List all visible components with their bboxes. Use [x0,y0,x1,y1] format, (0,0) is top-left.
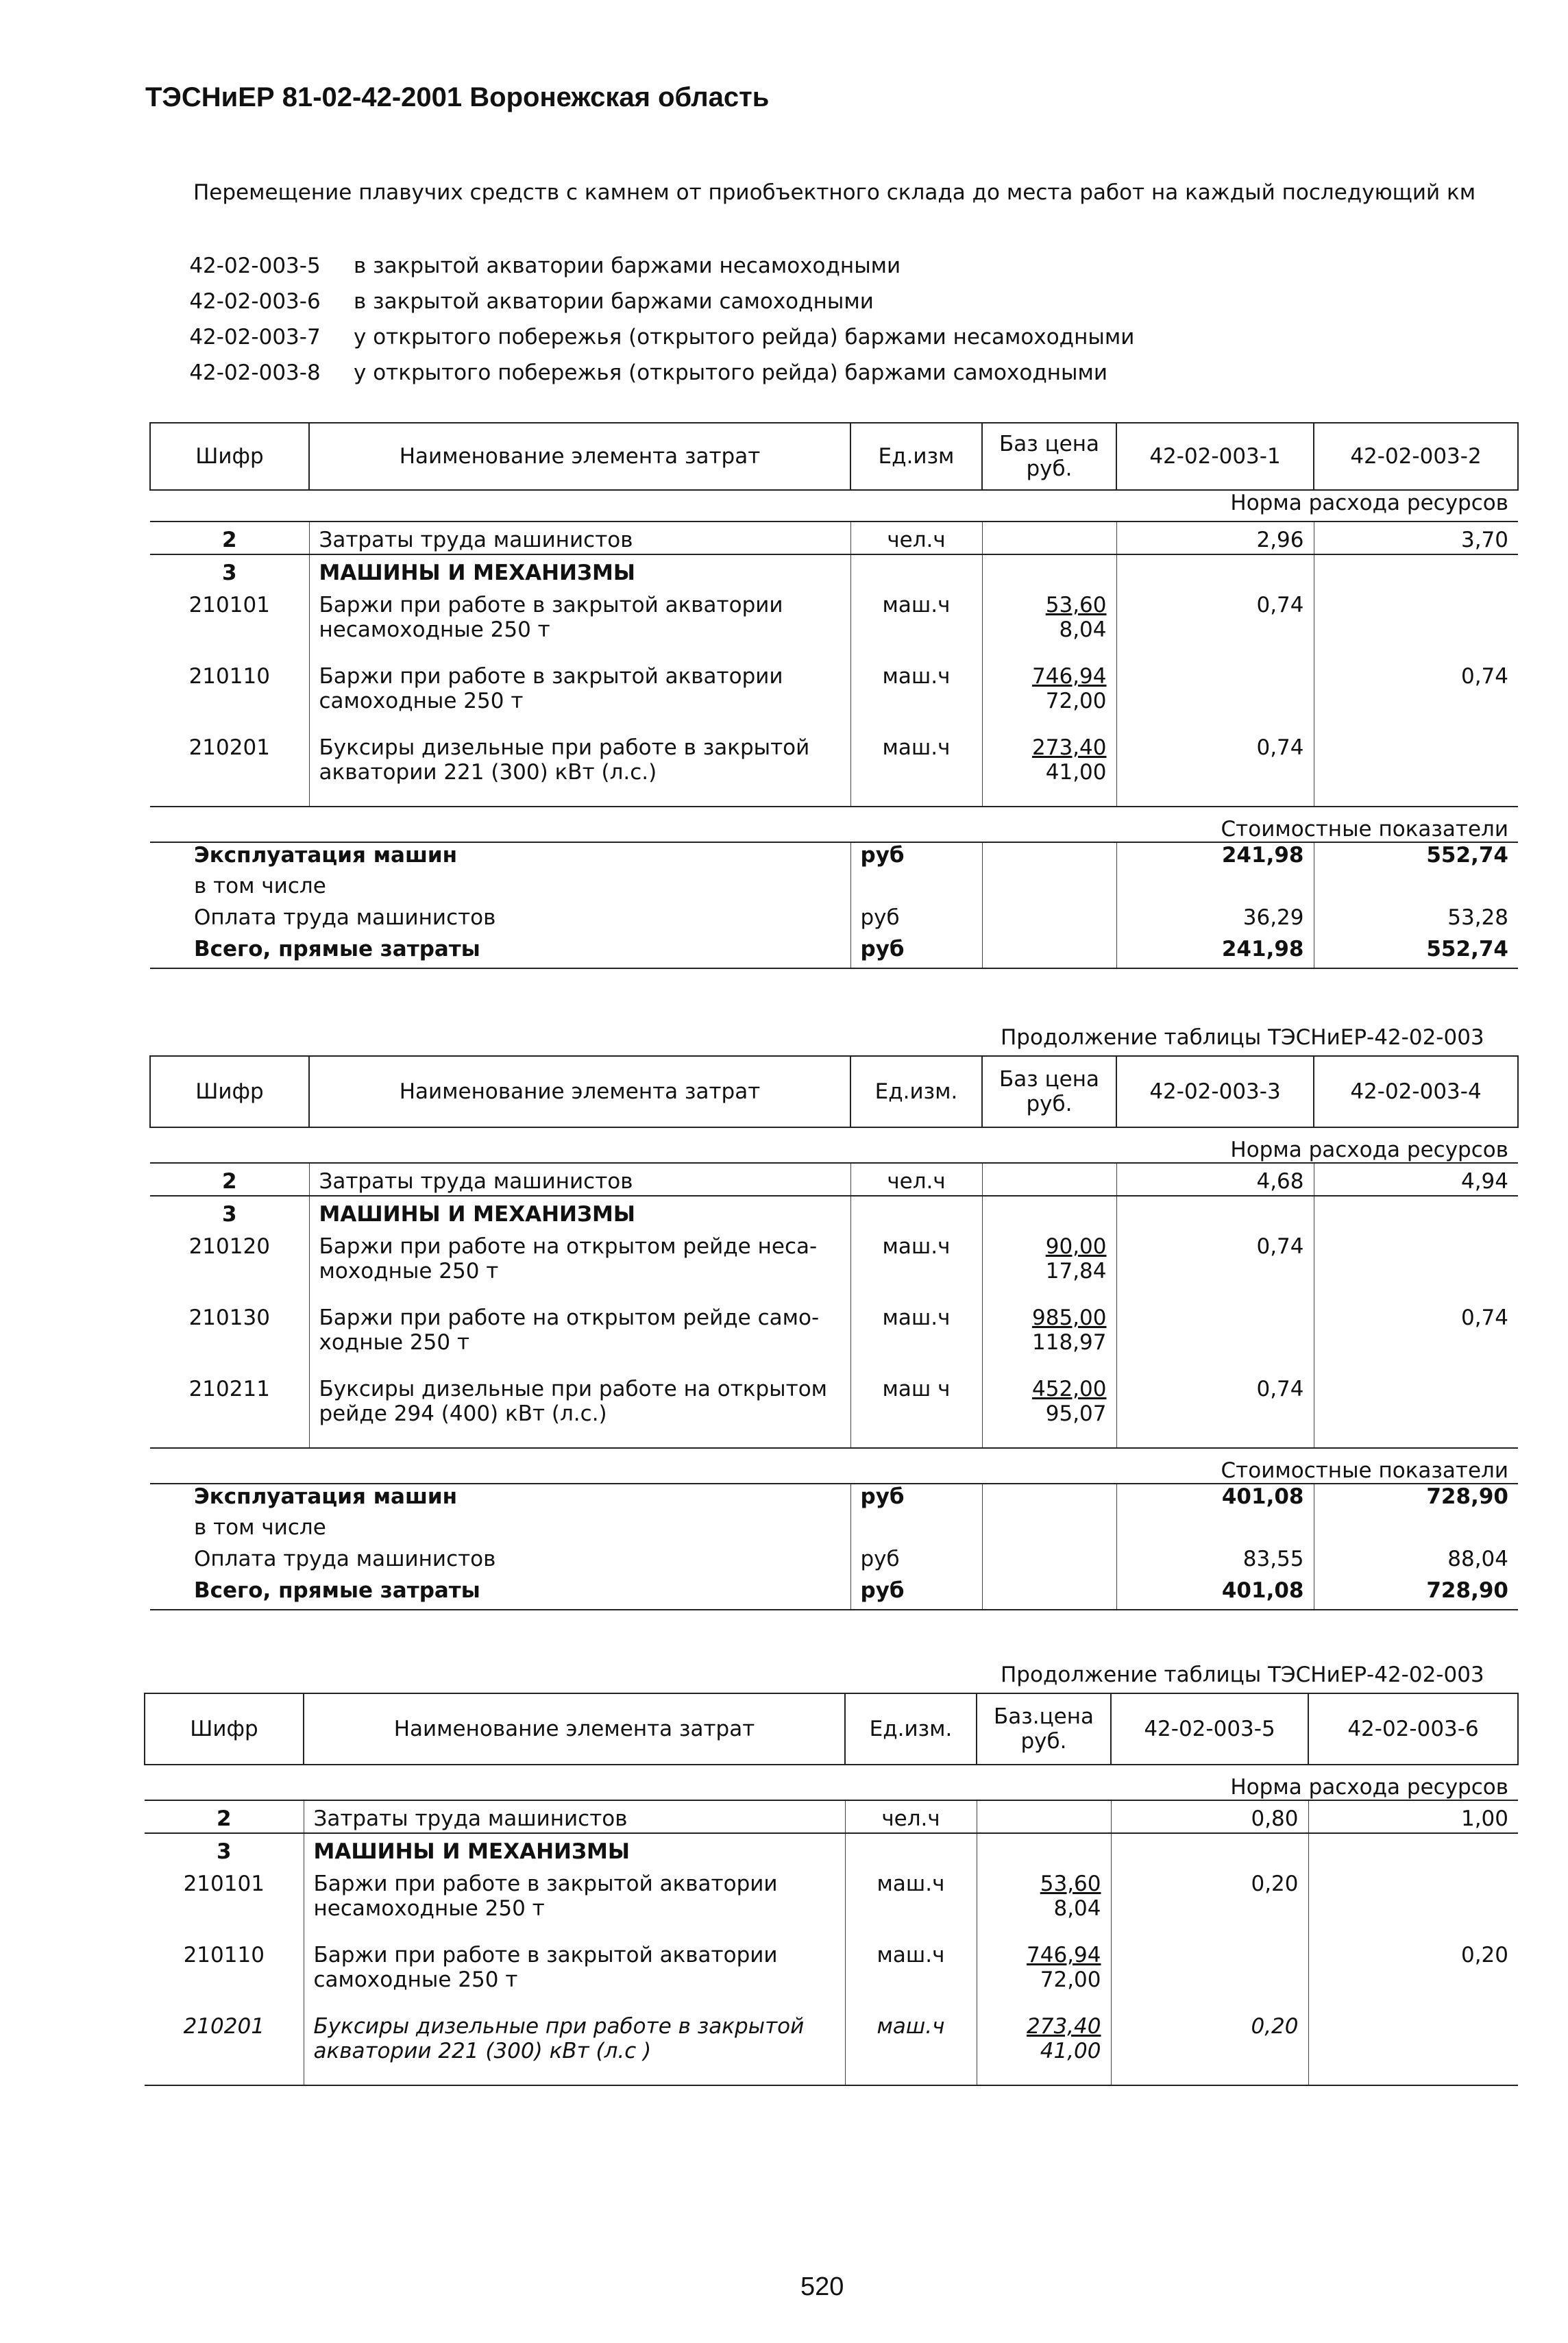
header-unit: Ед.изм. [850,1056,982,1127]
row-price [977,1943,1111,2014]
row-value-1: 0,80 [1111,1800,1308,1833]
table-header-row [150,423,1518,490]
expl-value-1: 401,08 [1116,1484,1314,1515]
price-value: 53,60 [1040,1872,1101,1896]
row-unit: чел.ч [845,1800,977,1833]
header-col2: 42-02-003-6 [1308,1693,1518,1765]
price-wage: 118,97 [1032,1330,1107,1355]
header-shifr: Шифр [150,423,309,490]
header-name: Наименование элемента затрат [309,1056,850,1127]
pay-value-2: 88,04 [1314,1547,1518,1578]
norms-table-2 [149,1055,1519,1610]
table-header-row [145,1693,1518,1765]
norms-table-3 [144,1693,1519,2086]
table-row [150,1377,1518,1448]
row-value-2 [1314,735,1518,807]
continuation-caption: Продолжение таблицы ТЭСНиЕР-42-02-003 [1001,1663,1484,1687]
row-unit: маш.ч [850,735,982,807]
code-description: у открытого побережья (открытого рейда) баржами несамоходными [354,325,1135,349]
code-description: у открытого побережья (открытого рейда) баржами самоходными [354,360,1108,385]
row-unit: маш ч [850,1377,982,1448]
price-wage: 17,84 [1045,1259,1107,1284]
row-code: 210101 [183,1872,265,1896]
pay-unit: руб [850,905,982,937]
total-unit: руб [850,937,982,968]
code-list-item [156,248,1134,284]
row-unit: маш.ч [850,1234,982,1305]
row-code: 210211 [188,1377,270,1401]
section-title: МАШИНЫ И МЕХАНИЗМЫ [309,1196,850,1234]
expl-row [150,1484,1518,1515]
row-name: Затраты труда машинистов [309,522,850,554]
row-code: 210130 [188,1305,270,1330]
machines-heading-row [150,554,1518,593]
cost-section-row [150,807,1518,842]
row-value-2: 3,70 [1314,522,1518,554]
incl-label: в том числе [194,874,326,898]
section-code: 3 [216,1839,232,1864]
row-name: Затраты труда машинистов [304,1800,845,1833]
row-unit: чел.ч [850,522,982,554]
price-wage: 72,00 [1040,1967,1101,1992]
header-shifr: Шифр [145,1693,304,1765]
price-wage: 8,04 [1053,1896,1101,1921]
section-title: МАШИНЫ И МЕХАНИЗМЫ [309,554,850,593]
row-unit: маш.ч [850,664,982,735]
row-value-1: 0,74 [1116,593,1314,664]
total-row [150,1578,1518,1610]
row-unit: маш.ч [845,1943,977,2014]
expl-label: Эксплуатация машин [194,843,458,868]
norm-section-row [145,1765,1518,1800]
row-price [977,1872,1111,1943]
row-name: Баржи при работе в закрытой акватории самоходные 250 т [304,1943,845,2014]
row-unit: маш.ч [845,2014,977,2085]
row-price [982,1234,1116,1305]
incl-label: в том числе [194,1515,326,1540]
row-value-1: 0,74 [1116,1234,1314,1305]
row-value-2: 0,74 [1314,1305,1518,1377]
price-value: 273,40 [1027,2014,1101,2039]
total-row [150,937,1518,968]
intro-text: Перемещение плавучих средств с камнем от приобъектного склада до места работ на каждый последующий км [193,180,1476,205]
header-col1: 42-02-003-5 [1111,1693,1308,1765]
row-price [977,2014,1111,2085]
norm-section-row [150,1127,1518,1163]
expl-value-2: 728,90 [1314,1484,1518,1515]
row-value-1 [1116,664,1314,735]
header-price: Баз цена руб. [982,423,1116,490]
row-value-2: 1,00 [1308,1800,1518,1833]
price-value: 273,40 [1032,735,1107,760]
row-value-2 [1314,593,1518,664]
row-price [982,522,1116,554]
price-value: 53,60 [1045,593,1107,617]
code-description: в закрытой акватории баржами самоходными [354,289,874,314]
header-shifr: Шифр [150,1056,309,1127]
table-row [150,735,1518,807]
table-row [150,1234,1518,1305]
table-row [145,1872,1518,1943]
row-code: 210110 [183,1943,265,1967]
pay-value-1: 36,29 [1116,905,1314,937]
row-code: 210201 [145,2014,304,2085]
row-value-1: 0,20 [1111,1872,1308,1943]
page-number: 520 [800,2272,844,2301]
row-price [982,593,1116,664]
row-name: Затраты труда машинистов [309,1163,850,1196]
row-name: Баржи при работе в закрытой акватории самоходные 250 т [309,664,850,735]
price-value: 746,94 [1027,1943,1101,1967]
price-value: 746,94 [1032,664,1107,689]
total-label: Всего, прямые затраты [150,937,850,968]
header-price: Баз цена руб. [982,1056,1116,1127]
header-unit: Ед.изм [850,423,982,490]
row-value-1: 0,74 [1116,735,1314,807]
header-name: Наименование элемента затрат [304,1693,845,1765]
price-value: 985,00 [1032,1305,1107,1330]
labor-row [150,522,1518,554]
section-title: МАШИНЫ И МЕХАНИЗМЫ [304,1833,845,1872]
header-col2: 42-02-003-4 [1314,1056,1518,1127]
row-price [977,1800,1111,1833]
expl-label: Эксплуатация машин [194,1484,458,1509]
row-code: 210101 [188,593,270,617]
machines-heading-row [145,1833,1518,1872]
row-value-1 [1111,1943,1308,2014]
total-label: Всего, прямые затраты [150,1578,850,1610]
row-price [982,1377,1116,1448]
pay-label: Оплата труда машинистов [194,1547,496,1571]
row-name: Буксиры дизельные при работе в закрытой акватории 221 (300) кВт (л.с.) [309,735,850,807]
row-value-1 [1116,1305,1314,1377]
incl-row [150,1515,1518,1547]
row-name: Буксиры дизельные при работе в закрытой акватории 221 (300) кВт (л.с ) [304,2014,845,2085]
code-list-item [156,284,1134,319]
expl-value-1: 241,98 [1116,842,1314,874]
row-value-1: 0,74 [1116,1377,1314,1448]
norm-label: Норма расхода ресурсов [150,490,1518,522]
header-col2: 42-02-003-2 [1314,423,1518,490]
table-header-row [150,1056,1518,1127]
row-code: 210110 [188,664,270,689]
header-col1: 42-02-003-3 [1116,1056,1314,1127]
row-name: Баржи при работе на открытом рейде неса-моходные 250 т [309,1234,850,1305]
expl-value-2: 552,74 [1314,842,1518,874]
pay-value-1: 83,55 [1116,1547,1314,1578]
row-name: Баржи при работе в закрытой акватории несамоходные 250 т [304,1872,845,1943]
expl-unit: руб [850,842,982,874]
total-value-2: 728,90 [1314,1578,1518,1610]
row-price [982,735,1116,807]
row-value-1: 2,96 [1116,522,1314,554]
price-wage: 41,00 [1045,760,1107,785]
price-wage: 95,07 [1045,1401,1107,1426]
code-description: в закрытой акватории баржами несамоходными [354,254,901,278]
expl-unit: руб [850,1484,982,1515]
table-row [150,1305,1518,1377]
code-list [156,248,1134,391]
row-value-2 [1308,1872,1518,1943]
header-price: Баз.цена руб. [977,1693,1111,1765]
machines-heading-row [150,1196,1518,1234]
row-value-1: 0,20 [1111,2014,1308,2085]
price-wage: 41,00 [1040,2039,1101,2063]
norm-label: Норма расхода ресурсов [145,1765,1518,1800]
table-row [150,664,1518,735]
row-value-2 [1314,1234,1518,1305]
row-name: Баржи при работе на открытом рейде само-ходные 250 т [309,1305,850,1377]
row-code: 2 [150,522,309,554]
row-code: 210201 [188,735,270,760]
continuation-caption: Продолжение таблицы ТЭСНиЕР-42-02-003 [1001,1025,1484,1050]
row-unit: маш.ч [850,593,982,664]
row-value-2: 0,20 [1308,1943,1518,2014]
cost-section-row [150,1448,1518,1484]
cost-label: Стоимостные показатели [150,807,1518,842]
pay-label: Оплата труда машинистов [194,905,496,930]
total-unit: руб [850,1578,982,1610]
row-code: 210120 [188,1234,270,1259]
labor-row [150,1163,1518,1196]
norms-table-1 [149,422,1519,969]
pay-row [150,905,1518,937]
pay-unit: руб [850,1547,982,1578]
code: 42-02-003-8 [189,360,321,385]
incl-row [150,874,1518,905]
row-price [982,1305,1116,1377]
code-list-item [156,319,1134,355]
row-unit: маш.ч [845,1872,977,1943]
cost-label: Стоимостные показатели [150,1448,1518,1484]
header-name: Наименование элемента затрат [309,423,850,490]
table-row [145,1943,1518,2014]
row-value-2: 4,94 [1314,1163,1518,1196]
price-wage: 72,00 [1045,689,1107,713]
price-wage: 8,04 [1059,617,1107,642]
price-value: 452,00 [1032,1377,1107,1401]
section-code: 3 [221,1202,237,1227]
row-name: Буксиры дизельные при работе на открытом рейде 294 (400) кВт (л.с.) [309,1377,850,1448]
norm-label: Норма расхода ресурсов [150,1127,1518,1163]
labor-row [145,1800,1518,1833]
row-unit: чел.ч [850,1163,982,1196]
row-unit: маш.ч [850,1305,982,1377]
code-list-item [156,355,1134,391]
table-row [150,593,1518,664]
row-value-2 [1314,1377,1518,1448]
row-price [982,1163,1116,1196]
row-price [982,664,1116,735]
section-code: 3 [221,561,237,585]
pay-value-2: 53,28 [1314,905,1518,937]
header-col1: 42-02-003-1 [1116,423,1314,490]
total-value-1: 241,98 [1116,937,1314,968]
pay-row [150,1547,1518,1578]
header-unit: Ед.изм. [845,1693,977,1765]
total-value-1: 401,08 [1116,1578,1314,1610]
code: 42-02-003-5 [189,254,321,278]
code: 42-02-003-7 [189,325,321,349]
price-value: 90,00 [1045,1234,1107,1259]
page-title: ТЭСНиЕР 81-02-42-2001 Воронежская область [145,82,770,112]
row-name: Баржи при работе в закрытой акватории несамоходные 250 т [309,593,850,664]
row-code: 2 [150,1163,309,1196]
norm-section-row [150,490,1518,522]
expl-row [150,842,1518,874]
row-code: 2 [145,1800,304,1833]
row-value-1: 4,68 [1116,1163,1314,1196]
table-row [145,2014,1518,2085]
row-value-2 [1308,2014,1518,2085]
row-value-2: 0,74 [1314,664,1518,735]
code: 42-02-003-6 [189,289,321,314]
total-value-2: 552,74 [1314,937,1518,968]
